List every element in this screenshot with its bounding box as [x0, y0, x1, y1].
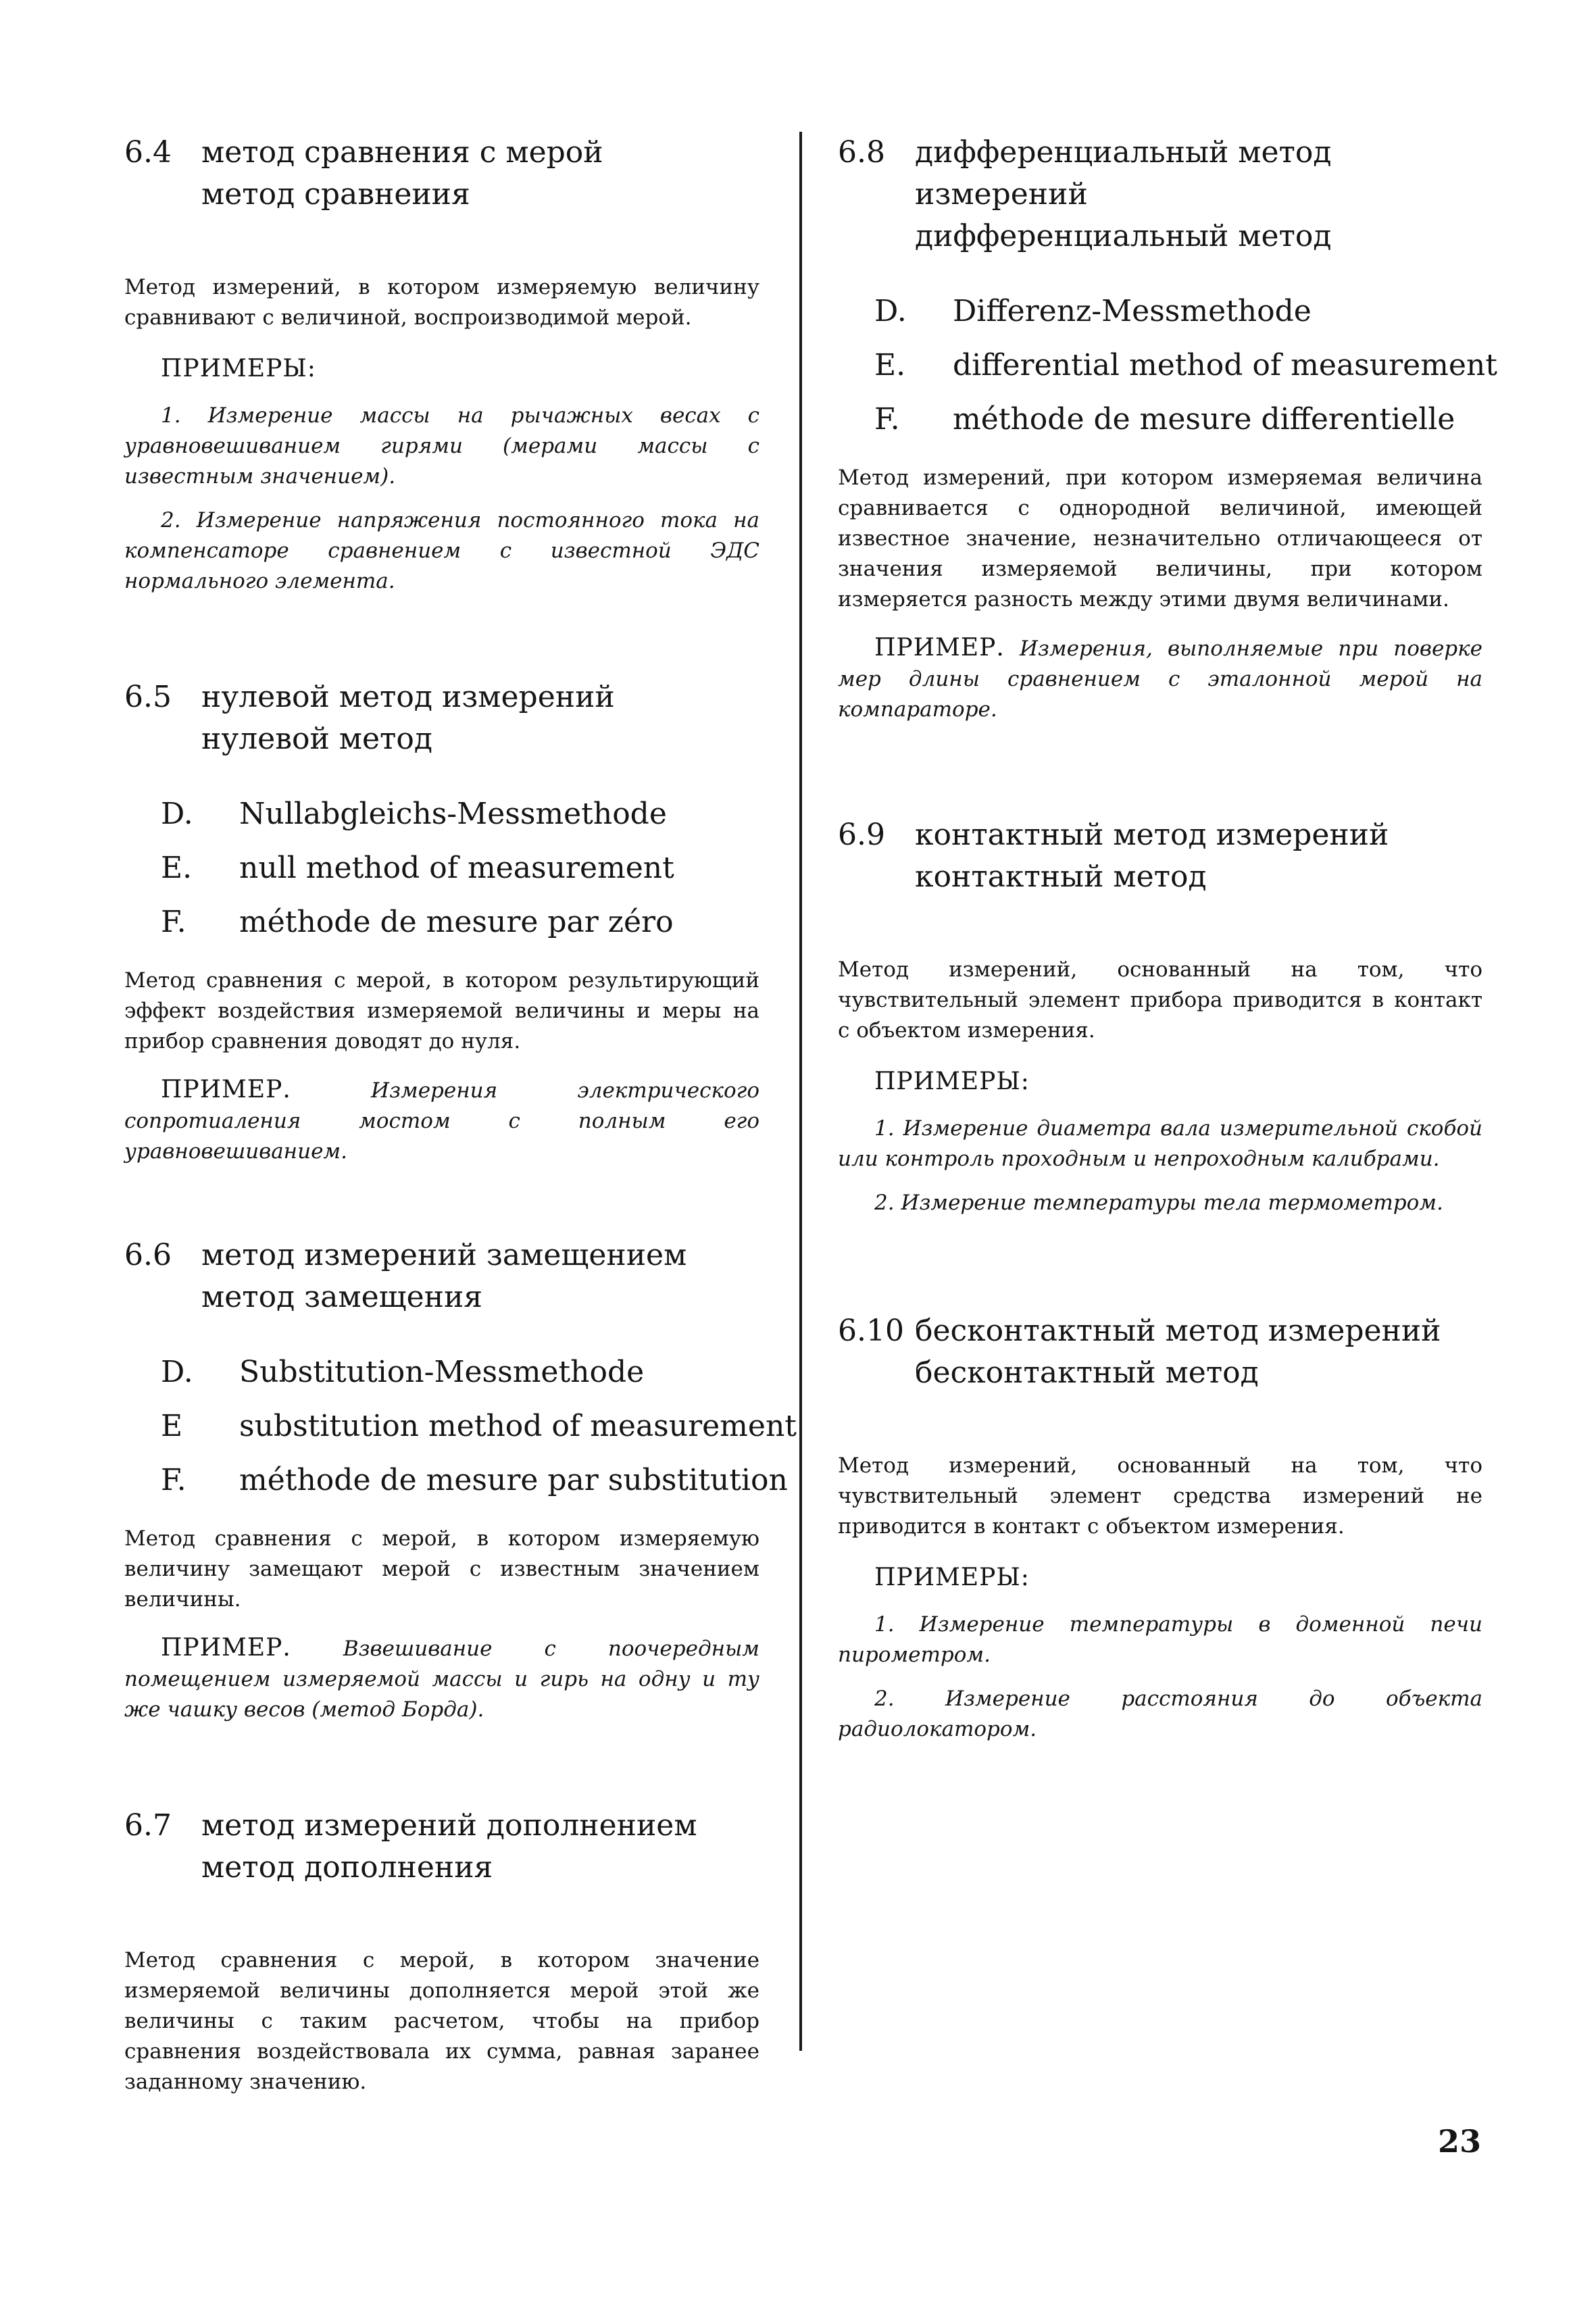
equivalent-de [874, 284, 1482, 339]
term-number: 6.5 [124, 680, 172, 714]
term-heading [838, 132, 1482, 257]
equivalent-de [161, 787, 759, 841]
equivalent-en [161, 1399, 797, 1453]
equivalent-term: méthode de mesure par substitution [239, 1463, 788, 1497]
example-text: Измерения, выполняемые при поверке мер длины сравнением с эталонной мерой на компараторе. [838, 637, 1482, 722]
term-definition: Метод измерений, при котором измеряемая величина сравнивается с однородной величиной, имеющей известное значение, незначительно отличающееся от значения измеряемой величины, при котором измеряется разность между этими двумя величинами. [838, 466, 1482, 612]
equivalent-term: méthode de mesure differentielle [953, 402, 1455, 437]
term-number: 6.6 [124, 1238, 172, 1272]
example-text: Измерения электрического сопротиаления мостом с полным его уравновешиванием. [124, 1078, 760, 1164]
term-name: метод измерений замещением [201, 1238, 687, 1272]
term-entry-6-4 [124, 132, 759, 597]
equivalent-term: differential method of measurement [953, 348, 1497, 382]
term-name: измерений [915, 177, 1088, 211]
term-names [915, 1310, 1482, 1394]
term-name: дифференциальный метод [915, 219, 1332, 253]
term-names [915, 132, 1482, 257]
term-definition: Метод измерений, основанный на том, что чувствительный элемент прибора приводится в контакт с объектом измерения. [838, 957, 1482, 1043]
term-heading [838, 814, 1482, 898]
example-item: 2. Измерение расстояния до объекта радиолокатором. [838, 1687, 1482, 1741]
term-entry-6-7 [124, 1805, 759, 2097]
term-names [201, 1805, 759, 1889]
language-code: F. [161, 1463, 186, 1497]
term-name: метод дополнения [201, 1850, 493, 1885]
term-entry-6-9 [838, 814, 1482, 1218]
term-names [201, 132, 759, 216]
term-name: метод измерений дополнением [201, 1808, 697, 1843]
term-number: 6.8 [838, 135, 885, 170]
foreign-equivalents [161, 1345, 797, 1508]
page-number: 23 [1438, 2123, 1482, 2160]
term-heading [124, 1805, 759, 1889]
term-heading [124, 132, 759, 216]
term-name: нулевой метод [201, 722, 432, 756]
term-name: бесконтактный метод [915, 1355, 1259, 1390]
equivalent-term: Differenz-Messmethode [953, 294, 1312, 328]
language-code: E. [874, 348, 906, 382]
term-entry-6-8 [838, 132, 1497, 725]
language-code: D. [161, 1355, 193, 1389]
equivalent-de [161, 1345, 759, 1399]
term-names [201, 1235, 759, 1318]
term-definition: Метод сравнения с мерой, в котором результирующий эффект воздействия измеряемой величины и меры на прибор сравнения доводят до нуля. [124, 968, 759, 1053]
equivalent-term: null method of measurement [239, 851, 674, 885]
term-name: метод сравнеиия [201, 177, 470, 211]
term-number: 6.4 [124, 135, 172, 170]
term-definition: Метод измерений, в котором измеряемую величину сравнивают с величиной, воспроизводимой мерой. [124, 275, 759, 330]
language-code: F. [874, 402, 900, 437]
language-code: F. [161, 905, 186, 939]
equivalent-term: méthode de mesure par zéro [239, 905, 674, 939]
example-item: 2. Измерение напряжения постоянного тока на компенсаторе сравнением с известной ЭДС нормального элемента. [124, 508, 759, 593]
example-label: ПРИМЕР. [161, 1634, 291, 1662]
term-name: контактный метод измерений [915, 818, 1389, 852]
term-definition: Метод сравнения с мерой, в котором значение измеряемой величины дополняется мерой этой же величины с таким расчетом, чтобы на прибор сравнения воздействовала их сумма, равная заранее заданному значению. [124, 1948, 759, 2094]
language-code: D. [161, 797, 193, 831]
example-item: 1. Измерение диаметра вала измерительной скобой или контроль проходным и непроходным калибрами. [838, 1116, 1482, 1171]
foreign-equivalents [874, 284, 1497, 447]
language-code: E [161, 1409, 183, 1443]
example-label: ПРИМЕР. [161, 1076, 291, 1103]
equivalent-fr [161, 1453, 788, 1508]
equivalent-fr [874, 393, 1482, 447]
equivalent-en [161, 841, 759, 895]
term-heading [124, 676, 759, 760]
term-name: контактный метод [915, 860, 1207, 894]
term-names [201, 676, 759, 760]
language-code: D. [874, 294, 907, 328]
equivalent-en [874, 339, 1497, 393]
examples-label: ПРИМЕРЫ: [874, 1564, 1030, 1591]
term-name: бесконтактный метод измерений [915, 1314, 1441, 1348]
examples-label: ПРИМЕРЫ: [161, 355, 316, 382]
term-name: дифференциальный метод [915, 135, 1332, 170]
example-item: 2. Измерение температуры тела термометром. [874, 1191, 1443, 1215]
term-number: 6.10 [838, 1314, 904, 1348]
equivalent-term: Substitution-Messmethode [239, 1355, 645, 1389]
term-number: 6.7 [124, 1808, 172, 1843]
term-name: нулевой метод измерений [201, 680, 615, 714]
right-column [838, 132, 1497, 1745]
equivalent-term: Nullabgleichs-Messmethode [239, 797, 667, 831]
term-entry-6-6 [124, 1235, 797, 1725]
equivalent-term: substitution method of measurement [239, 1409, 797, 1443]
term-entry-6-5 [124, 676, 759, 1167]
example-block [124, 1633, 759, 1725]
term-definition: Метод сравнения с мерой, в котором измеряемую величину замещают мерой с известным значением величины. [124, 1526, 759, 1612]
term-heading [124, 1235, 759, 1318]
language-code: E. [161, 851, 193, 885]
example-text: Взвешивание с поочередным помещением измеряемой массы и гирь на одну и ту же чашку весов (метод Борда). [124, 1637, 759, 1722]
column-divider [799, 132, 802, 2051]
example-block [124, 1074, 759, 1167]
term-entry-6-10 [838, 1310, 1482, 1745]
term-number: 6.9 [838, 818, 885, 852]
term-heading [838, 1310, 1482, 1394]
foreign-equivalents [161, 787, 759, 949]
example-item: 1. Измерение массы на рычажных весах с уравновешиванием гирями (мерами массы с известным значением). [124, 403, 759, 489]
term-name: метод замещения [201, 1280, 483, 1314]
examples-label: ПРИМЕРЫ: [874, 1068, 1030, 1095]
left-column [124, 132, 797, 2097]
term-name: метод сравнения с мерой [201, 135, 603, 170]
term-names [915, 814, 1482, 898]
example-label: ПРИМЕР. [874, 634, 1005, 662]
example-block [838, 632, 1482, 725]
example-item: 1. Измерение температуры в доменной печи пирометром. [838, 1612, 1482, 1667]
term-definition: Метод измерений, основанный на том, что чувствительный элемент средства измерений не приводится в контакт с объектом измерения. [838, 1453, 1482, 1539]
equivalent-fr [161, 895, 759, 949]
